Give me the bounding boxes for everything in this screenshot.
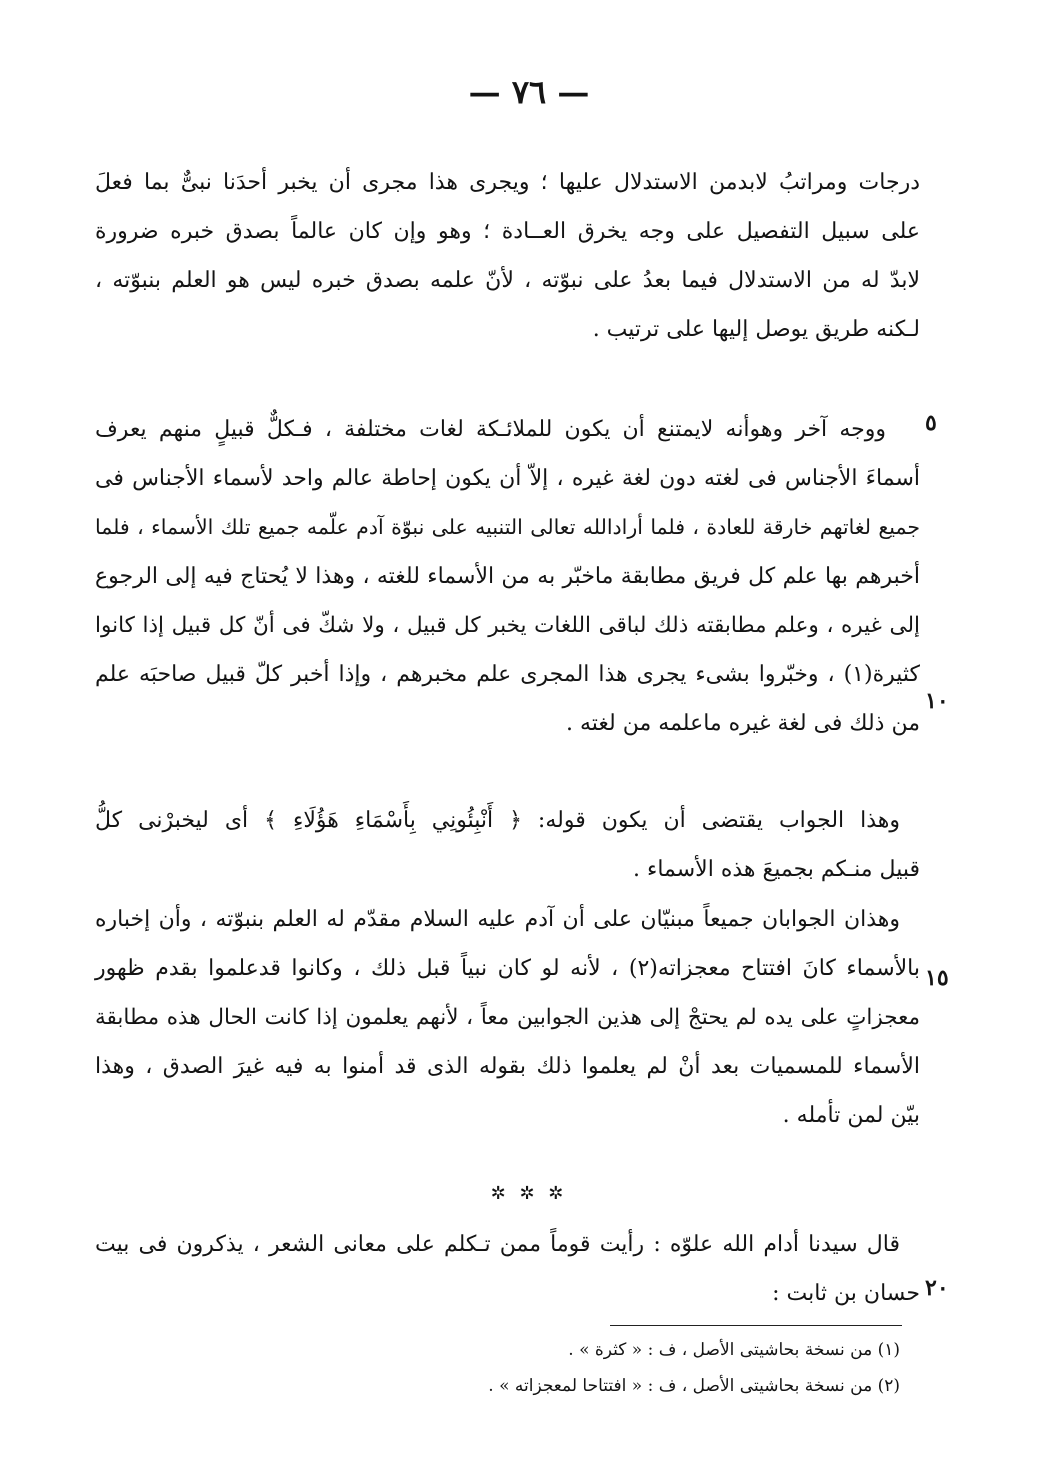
text-line: بيّن لمن تأمله . [782,1103,920,1128]
text-line: بالأسماء كانَ افتتاح معجزاته(٢) ، لأنه لو كان نبياً قبل ذلك ، وكانوا قدعلموا بقدم ظهور [95,956,921,981]
text-line: إلى غيره ، وعلم مطابقته ذلك لباقى اللغات يخبر كل قبيل ، ولا شكّ فى أنّ كل قبيل إذا كانوا [95,613,920,638]
line-number-15: ١٥ [925,965,949,991]
text-line: وهذان الجوابان جميعاً مبنيّان على أن آدم عليه السلام مقدّم له العلم بنبوّته ، وأن إخباره [95,907,900,932]
text-line: أخبرهم بها علم كل فريق مطابقة ماخبّر به من الأسماء للغته ، وهذا لا يُحتاج فيه إلى الرجوع [95,564,920,589]
text-line: قبيل منـكم بجميعَ هذه الأسماء . [633,857,920,882]
text-line: درجات ومراتبُ لابدمن الاستدلال عليها ؛ ويجرى هذا مجرى أن يخبر أحدَنا نبىٌّ بما فعلَ [95,170,920,195]
paragraph-3 [95,796,920,894]
text-line: حسان بن ثابت : [772,1281,920,1306]
text-line: الأسماء للمسميات بعد أنْ لم يعلموا ذلك بقوله الذى قد أمنوا به فيه غيرَ الصدق ، وهذا [95,1054,920,1079]
line-number-20: ٢٠ [925,1275,949,1301]
paragraph-2 [95,405,920,748]
footnotes [250,1332,900,1404]
text-line: لابدّ له من الاستدلال فيما بعدُ على نبوّته ، لأنّ علمه بصدق خبره ليس هو العلم بنبوّته ، [95,268,920,293]
page-number: — ٧٦ — [468,73,590,111]
paragraph-1 [95,158,920,354]
text-line: لـكنه طريق يوصل إليها على ترتيب . [592,317,920,342]
text-line: جميع لغاتهم خارقة للعادة ، فلما أرادالله تعالى التنبيه على نبوّة آدم علّمه جميع تلك الأسماء ، فلما [95,515,920,539]
text-line: ووجه آخر وهوأنه لايمتنع أن يكون للملائـكة لغات مختلفة ، فـكلٌّ قبيلٍ منهم يعرف [95,417,886,442]
paragraph-4 [95,895,920,1140]
section-separator: ✲ ✲ ✲ [490,1183,568,1204]
text-line: أسماءَ الأجناس فى لغته دون لغة غيره ، إلاّ أن يكون إحاطة عالم واحد لأسماء الأجناس فى [95,466,920,491]
text-line: كثيرة(١) ، وخبّروا بشىء يجرى هذا المجرى علم مخبرهم ، وإذا أخبر كلّ قبيل صاحبَه علم [95,662,920,687]
text-line: وهذا الجواب يقتضى أن يكون قوله: ﴿ أَنْبِئُونِي بِأَسْمَاءِ هَؤُلَاءِ ﴾ أى ليخبرْنى كلُّ [95,808,900,833]
footnote-2: (٢) من نسخة بحاشيتى الأصل ، ف : « افتتاحا لمعجزاته » . [488,1376,900,1396]
paragraph-5 [95,1220,920,1318]
line-number-10: ١٠ [925,688,949,714]
footnote-rule [610,1325,902,1326]
text-line: قال سيدنا أدام الله علوّه : رأيت قوماً ممن تـكلم على معانى الشعر ، يذكرون فى بيت [95,1232,900,1257]
text-line: معجزاتٍ على يده لم يحتجْ إلى هذين الجوابين معاً ، لأنهم يعلمون إذا كانت الحال هذه مطابقة [95,1005,920,1030]
line-number-5: ٥ [925,410,937,436]
footnote-1: (١) من نسخة بحاشيتى الأصل ، ف : « كثرة » . [568,1340,900,1360]
text-line: على سبيل التفصيل على وجه يخرق العــادة ؛ وهو وإن كان عالماً بصدق خبره ضرورة [95,219,920,244]
text-line: من ذلك فى لغة غيره ماعلمه من لغته . [566,711,920,736]
